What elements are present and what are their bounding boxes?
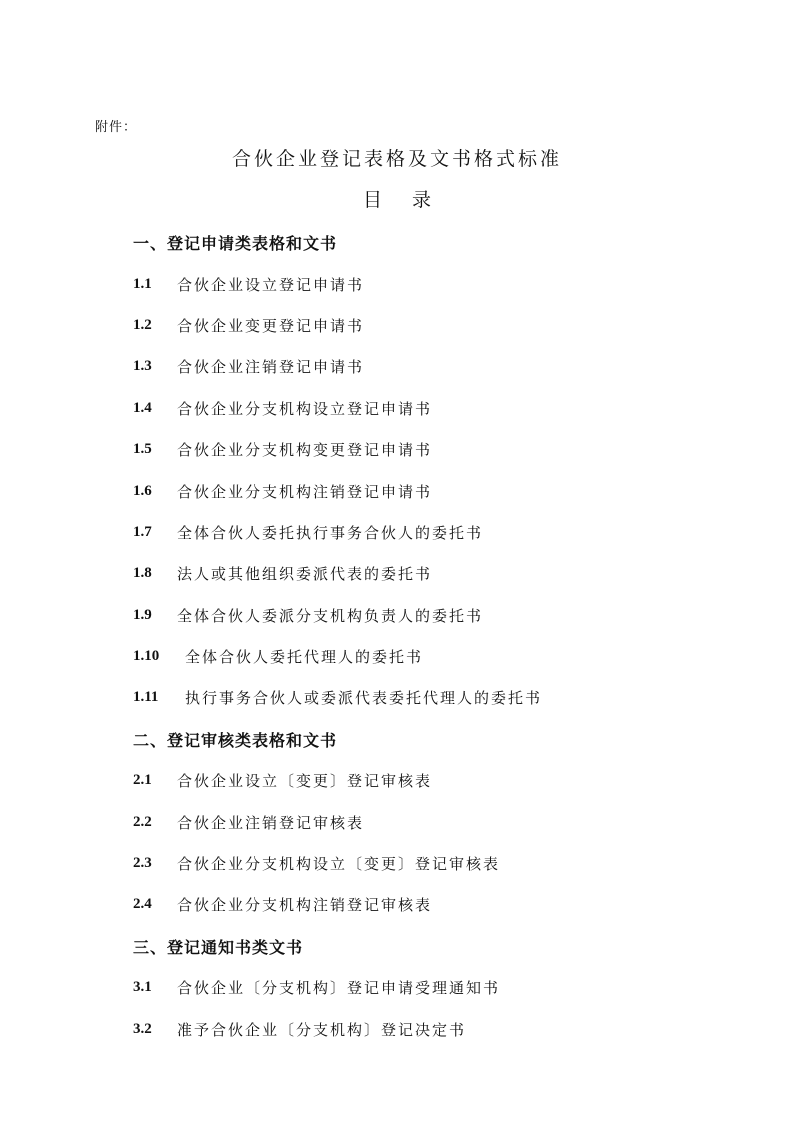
item-label: 合伙企业变更登记申请书 [177,316,365,335]
section-heading-2: 二、登记审核类表格和文书 [133,730,338,750]
section-heading-1: 一、登记申请类表格和文书 [133,234,338,254]
section-heading-3: 三、登记通知书类文书 [133,937,304,957]
item-number: 1.11 [133,689,159,706]
toc-item-3-2 [133,1008,753,1049]
item-label: 准予合伙企业〔分支机构〕登记决定书 [177,1020,467,1039]
toc-item-1-11 [133,677,753,718]
toc-item-1-4 [133,388,753,429]
item-number: 2.4 [133,896,152,913]
item-number: 1.8 [133,565,152,582]
attachment-label: 附件： [95,120,138,135]
toc-item-1-6 [133,470,753,511]
item-number: 1.2 [133,316,152,333]
item-label: 合伙企业注销登记审核表 [177,813,365,832]
document-title: 合伙企业登记表格及文书格式标准 [231,148,562,170]
toc-heading-char-1: 目 [362,189,382,211]
item-number: 2.2 [133,813,152,830]
item-label: 全体合伙人委托执行事务合伙人的委托书 [177,523,484,542]
item-label: 合伙企业分支机构变更登记申请书 [177,441,433,460]
table-of-contents [133,222,753,1050]
item-label: 执行事务合伙人或委派代表委托代理人的委托书 [185,689,543,708]
item-number: 2.1 [133,772,152,789]
item-number: 2.3 [133,855,152,872]
item-label: 合伙企业设立〔变更〕登记审核表 [177,772,433,791]
item-label: 法人或其他组织委派代表的委托书 [177,565,433,584]
item-label: 合伙企业分支机构注销登记审核表 [177,896,433,915]
item-label: 合伙企业注销登记申请书 [177,358,365,377]
toc-item-1-1 [133,263,753,304]
toc-heading [0,185,794,212]
item-label: 全体合伙人委派分支机构负责人的委托书 [177,606,484,625]
toc-heading-char-2: 录 [412,189,432,211]
toc-item-2-2 [133,801,753,842]
item-number: 1.6 [133,482,152,499]
item-number: 3.2 [133,1020,152,1037]
item-label: 合伙企业分支机构设立登记申请书 [177,399,433,418]
toc-item-2-3 [133,843,753,884]
item-number: 1.9 [133,606,152,623]
item-label: 合伙企业设立登记申请书 [177,275,365,294]
item-label: 合伙企业分支机构注销登记申请书 [177,482,433,501]
item-label: 合伙企业〔分支机构〕登记申请受理通知书 [177,979,501,998]
item-number: 1.4 [133,399,152,416]
item-number: 1.10 [133,648,160,665]
item-number: 1.1 [133,275,152,292]
toc-item-1-5 [133,429,753,470]
item-label: 全体合伙人委托代理人的委托书 [185,648,424,667]
toc-item-1-7 [133,512,753,553]
toc-item-1-3 [133,346,753,387]
item-label: 合伙企业分支机构设立〔变更〕登记审核表 [177,855,501,874]
item-number: 1.7 [133,523,152,540]
toc-item-2-4 [133,884,753,925]
item-number: 1.3 [133,358,152,375]
toc-item-1-8 [133,553,753,594]
toc-item-1-9 [133,595,753,636]
toc-item-3-1 [133,967,753,1008]
toc-item-1-10 [133,636,753,677]
item-number: 1.5 [133,441,152,458]
toc-item-2-1 [133,760,753,801]
toc-item-1-2 [133,305,753,346]
item-number: 3.1 [133,979,152,996]
